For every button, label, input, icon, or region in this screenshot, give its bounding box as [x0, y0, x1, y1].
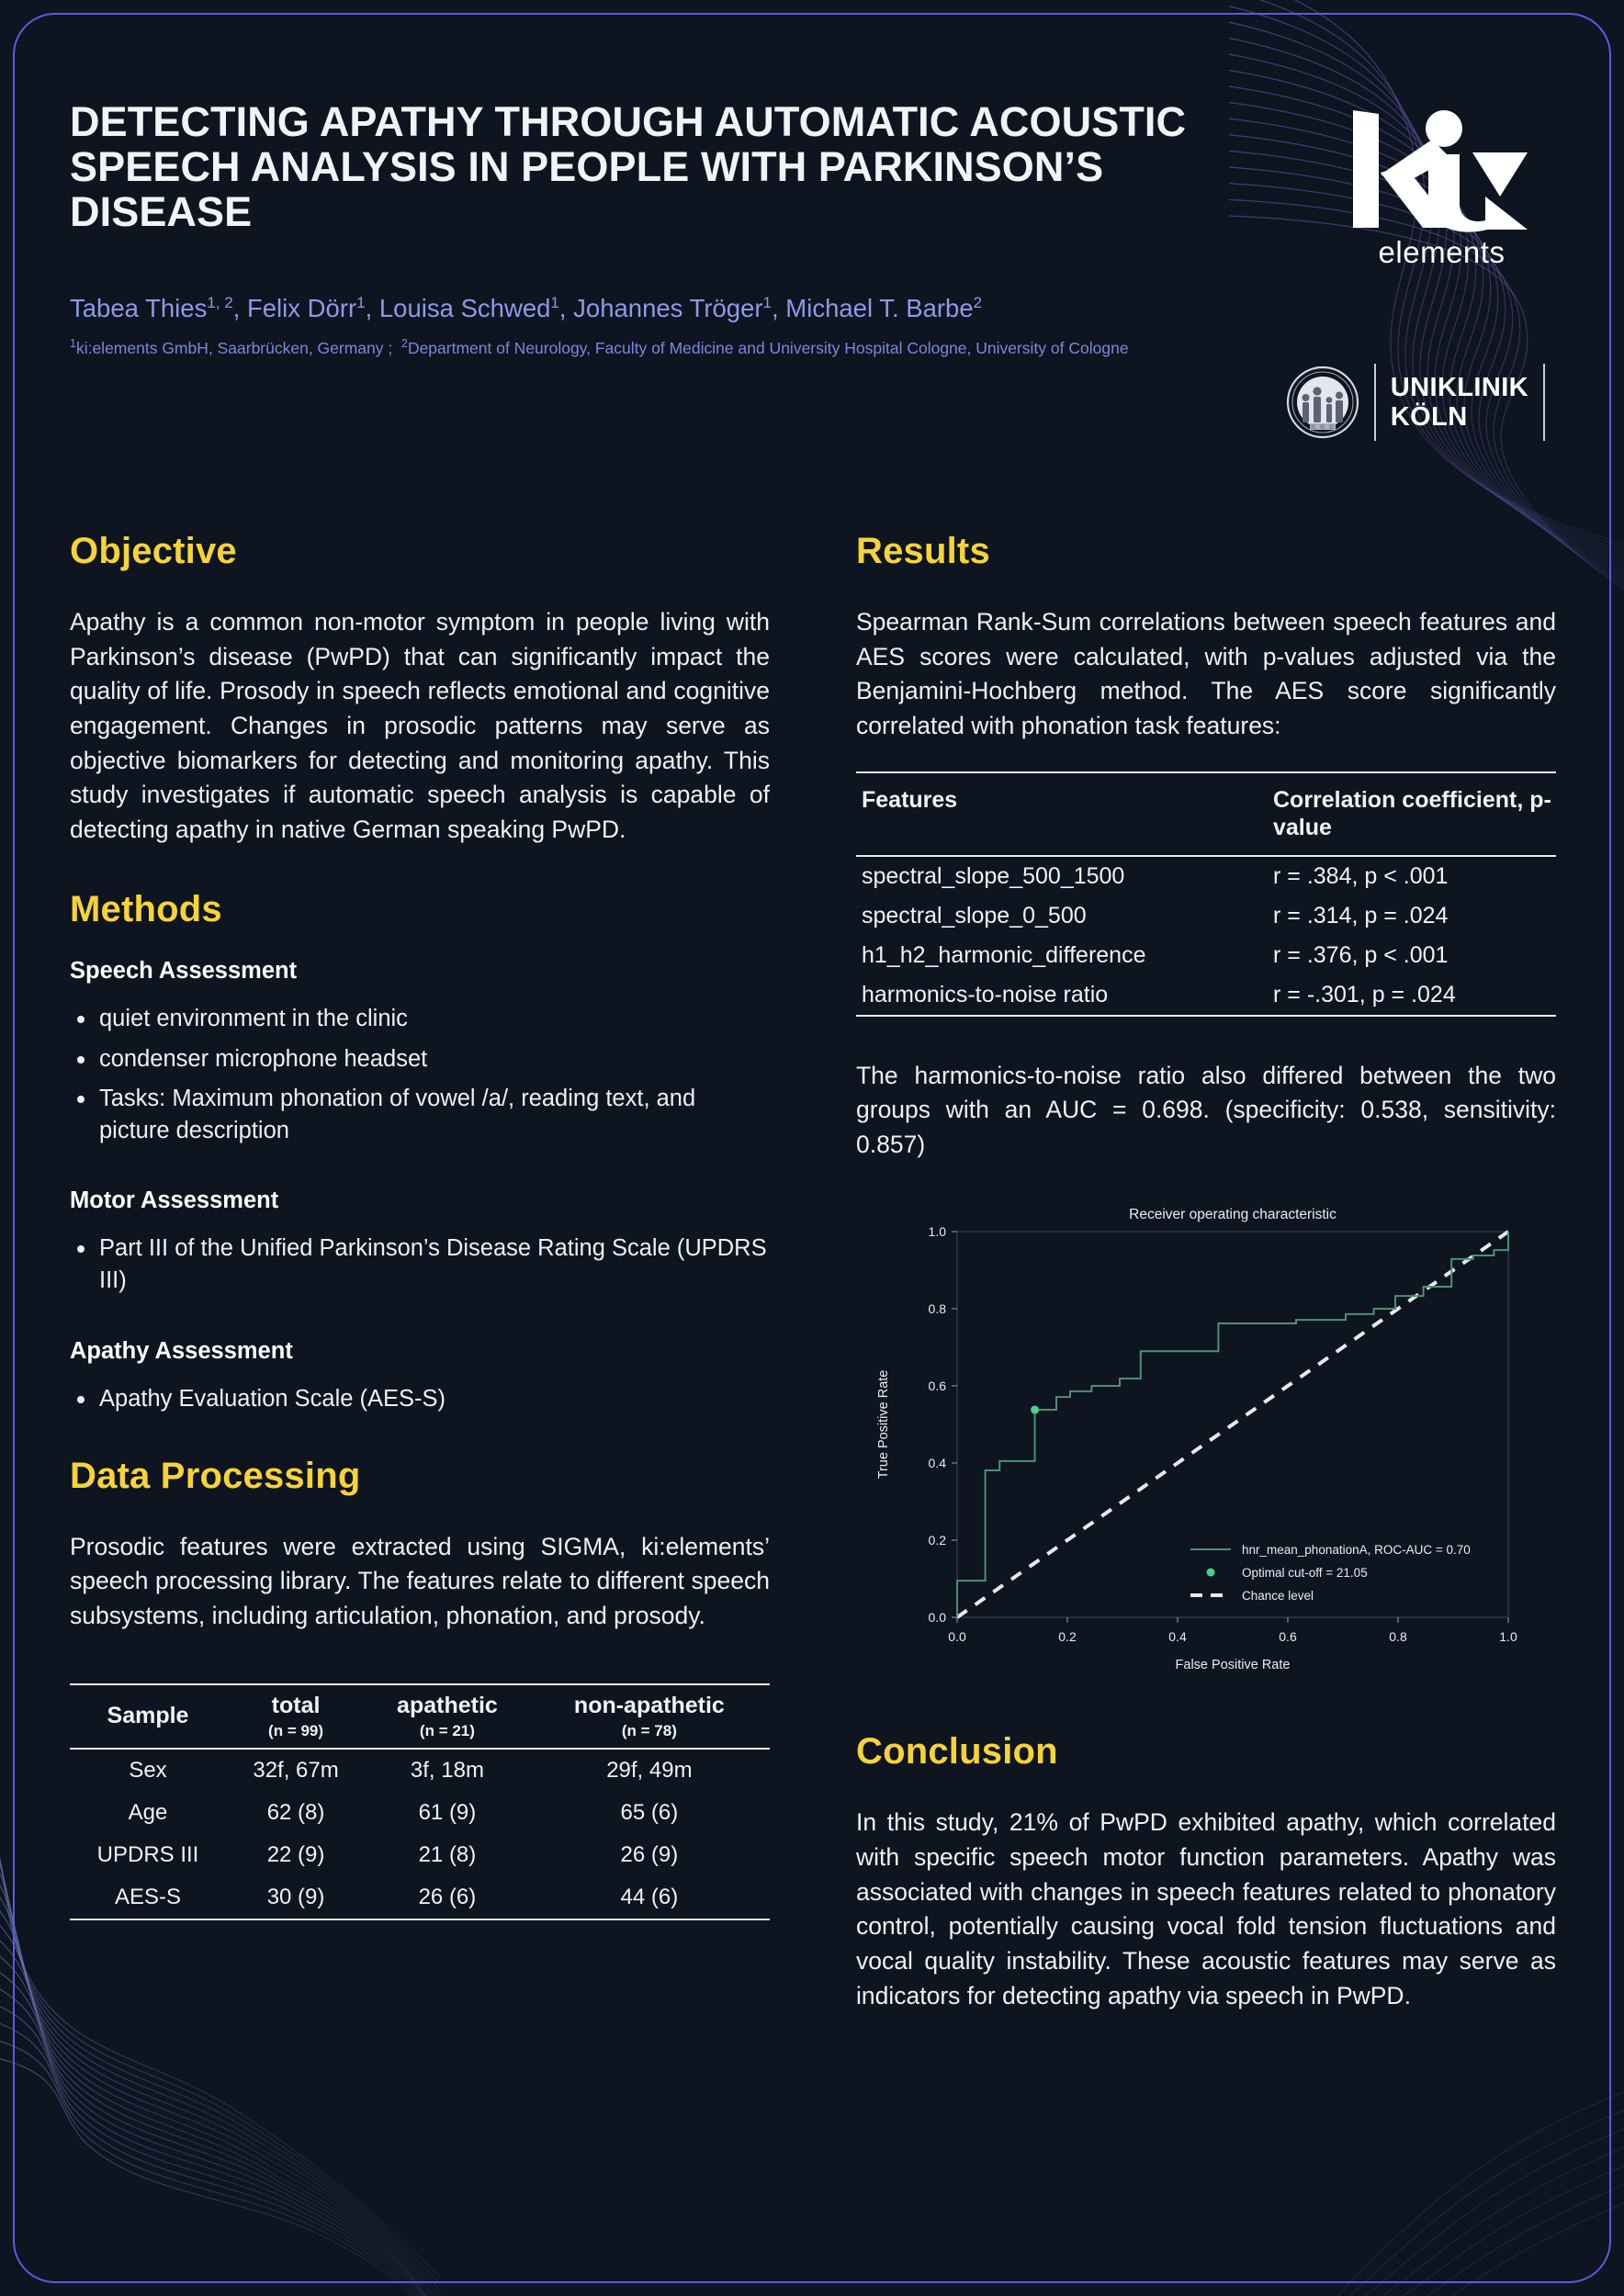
svg-text:0.4: 0.4 — [1168, 1629, 1187, 1645]
svg-text:1.0: 1.0 — [1499, 1629, 1517, 1645]
ki-elements-logomark — [1348, 108, 1536, 233]
svg-text:Chance level: Chance level — [1242, 1589, 1314, 1604]
table-header-sample: Sample — [70, 1684, 226, 1749]
logo-divider-left — [1374, 364, 1376, 441]
methods-heading: Methods — [70, 889, 222, 930]
conclusion-paragraph: In this study, 21% of PwPD exhibited apathy, which correlated with specific speech motor function parameters. Apathy was associated with changes in speech features related to phonatory control, potentially causing vocal fold tension fluctuations and vocal quality instability. These acoustic features may serve as indicators for detecting apathy via speech in PwPD. — [856, 1808, 1556, 2009]
data-processing-paragraph: Prosodic features were extracted using SIGMA, ki:elements’ speech processing library. The features relate to different speech subsystems, including articulation, phonation, and prosody. — [70, 1532, 770, 1629]
table-row: AES-S 30 (9) 26 (6) 44 (6) — [70, 1876, 770, 1919]
ki-elements-logo — [1348, 108, 1536, 283]
list-item: Part III of the Unified Parkinson’s Disease Rating Scale (UPDRS III) — [70, 1232, 770, 1297]
uniklinik-wordmark — [1391, 373, 1528, 433]
svg-text:0.6: 0.6 — [1279, 1629, 1297, 1645]
methods-subheading-speech: Speech Assessment — [70, 958, 298, 985]
university-seal-icon — [1286, 366, 1359, 439]
table-header-row — [70, 1684, 770, 1749]
svg-text:True Positive Rate: True Positive Rate — [876, 1370, 891, 1480]
results-paragraph: Spearman Rank-Sum correlations between speech features and AES scores were calculated, with p-values adjusted via the Benjamini-Hochberg method. The AES score significantly correlated with phonation task features: — [856, 608, 1556, 739]
table-header-total: total (n = 99) — [226, 1684, 366, 1749]
table-header-non-apathetic: non-apathetic (n = 78) — [529, 1684, 770, 1749]
methods-subheading-motor: Motor Assessment — [70, 1187, 279, 1214]
list-item: condenser microphone headset — [70, 1043, 770, 1075]
table-row: Sex 32f, 67m 3f, 18m 29f, 49m — [129, 1757, 693, 1783]
table-header-correlation: Correlation coefficient, p-value — [1253, 772, 1556, 856]
table-row: harmonics-to-noise ratio r = -.301, p = .024 — [856, 975, 1556, 1016]
list-item: quiet environment in the clinic — [70, 1003, 770, 1035]
data-processing-heading: Data Processing — [70, 1455, 361, 1496]
right-column — [856, 531, 1556, 2013]
poster-header — [70, 99, 1549, 360]
svg-text:0.0: 0.0 — [928, 1610, 946, 1626]
correlation-results-table — [856, 771, 1556, 1017]
objective-heading: Objective — [70, 531, 237, 571]
uniklinik-line-2: KÖLN — [1390, 402, 1468, 432]
table-header-row — [856, 772, 1556, 856]
ki-elements-wordmark: elements — [1378, 235, 1506, 269]
svg-text:0.0: 0.0 — [948, 1629, 966, 1645]
methods-list-speech — [70, 1003, 770, 1147]
table-header-features: Features — [856, 772, 1253, 856]
svg-text:0.2: 0.2 — [1058, 1629, 1077, 1645]
methods-list-motor — [70, 1232, 770, 1297]
svg-text:False Positive Rate: False Positive Rate — [1175, 1658, 1291, 1673]
roc-curve-chart — [856, 1193, 1536, 1707]
svg-text:Optimal cut-off = 21.05: Optimal cut-off = 21.05 — [1242, 1566, 1368, 1581]
objective-paragraph: Apathy is a common non-motor symptom in people living with Parkinson’s disease (PwPD) that can significantly impact the quality of life. Prosody in speech reflects emotional and cognitive engagement. Changes in prosodic patterns may serve as objective biomarkers for detecting and monitoring apathy. This study investigates if automatic speech analysis is capable of detecting apathy in native German speaking PwPD. — [70, 608, 770, 843]
table-row: spectral_slope_500_1500 r = .384, p < .001 — [862, 862, 1449, 889]
table-row: UPDRS III 22 (9) 21 (8) 26 (9) — [96, 1841, 679, 1867]
svg-text:0.8: 0.8 — [1389, 1629, 1407, 1645]
page-title: DETECTING APATHY THROUGH AUTOMATIC ACOUSTIC SPEECH ANALYSIS IN PEOPLE WITH PARKINSON’S DISEASE — [70, 98, 1187, 236]
methods-list-apathy — [70, 1383, 770, 1415]
svg-text:hnr_mean_phonationA, ROC-AUC =: hnr_mean_phonationA, ROC-AUC = 0.70 — [1242, 1543, 1471, 1558]
left-column — [70, 531, 770, 1920]
svg-text:0.2: 0.2 — [928, 1533, 946, 1548]
table-header-apathetic: apathetic (n = 21) — [366, 1684, 529, 1749]
svg-text:Receiver operating characteris: Receiver operating characteristic — [1129, 1207, 1336, 1223]
svg-text:1.0: 1.0 — [928, 1224, 946, 1240]
svg-text:0.8: 0.8 — [928, 1301, 946, 1317]
uniklinik-koeln-logo — [1286, 360, 1545, 445]
table-row: Age 62 (8) 61 (9) 65 (6) — [128, 1799, 679, 1825]
table-row: spectral_slope_0_500 r = .314, p = .024 — [862, 902, 1449, 929]
results-heading: Results — [856, 531, 990, 571]
list-item: Apathy Evaluation Scale (AES-S) — [70, 1383, 770, 1415]
auc-paragraph: The harmonics-to-noise ratio also differed between the two groups with an AUC = 0.698. (specificity: 0.538, sensitivity: 0.857) — [856, 1061, 1556, 1158]
table-row: h1_h2_harmonic_difference r = .376, p < .001 — [862, 941, 1449, 968]
svg-text:0.4: 0.4 — [928, 1456, 946, 1471]
conclusion-heading: Conclusion — [856, 1731, 1058, 1773]
author-list: Tabea Thies$^{1, 2}$, Felix Dörr$^1$, Louisa Schwed$^1$, Johannes Tröger$^1$, Michael T. Barbe$^2$ — [70, 293, 983, 323]
roc-curve-svg — [856, 1193, 1536, 1707]
decorative-waves-bottom-right — [1312, 2048, 1624, 2296]
methods-subheading-apathy: Apathy Assessment — [70, 1337, 293, 1364]
svg-text:0.6: 0.6 — [928, 1379, 946, 1394]
affiliation-list: $^1$ki:elements GmbH, Saarbrücken, Germany ; $^2$Department of Neurology, Faculty of Medicine and University Hospital Cologne, University of Cologne — [70, 337, 1129, 357]
sample-demographics-table — [70, 1683, 770, 1920]
uniklinik-line-1: UNIKLINIK — [1390, 372, 1528, 402]
list-item: Tasks: Maximum phonation of vowel /a/, reading text, and picture description — [70, 1083, 770, 1147]
logo-divider-right — [1543, 364, 1545, 441]
